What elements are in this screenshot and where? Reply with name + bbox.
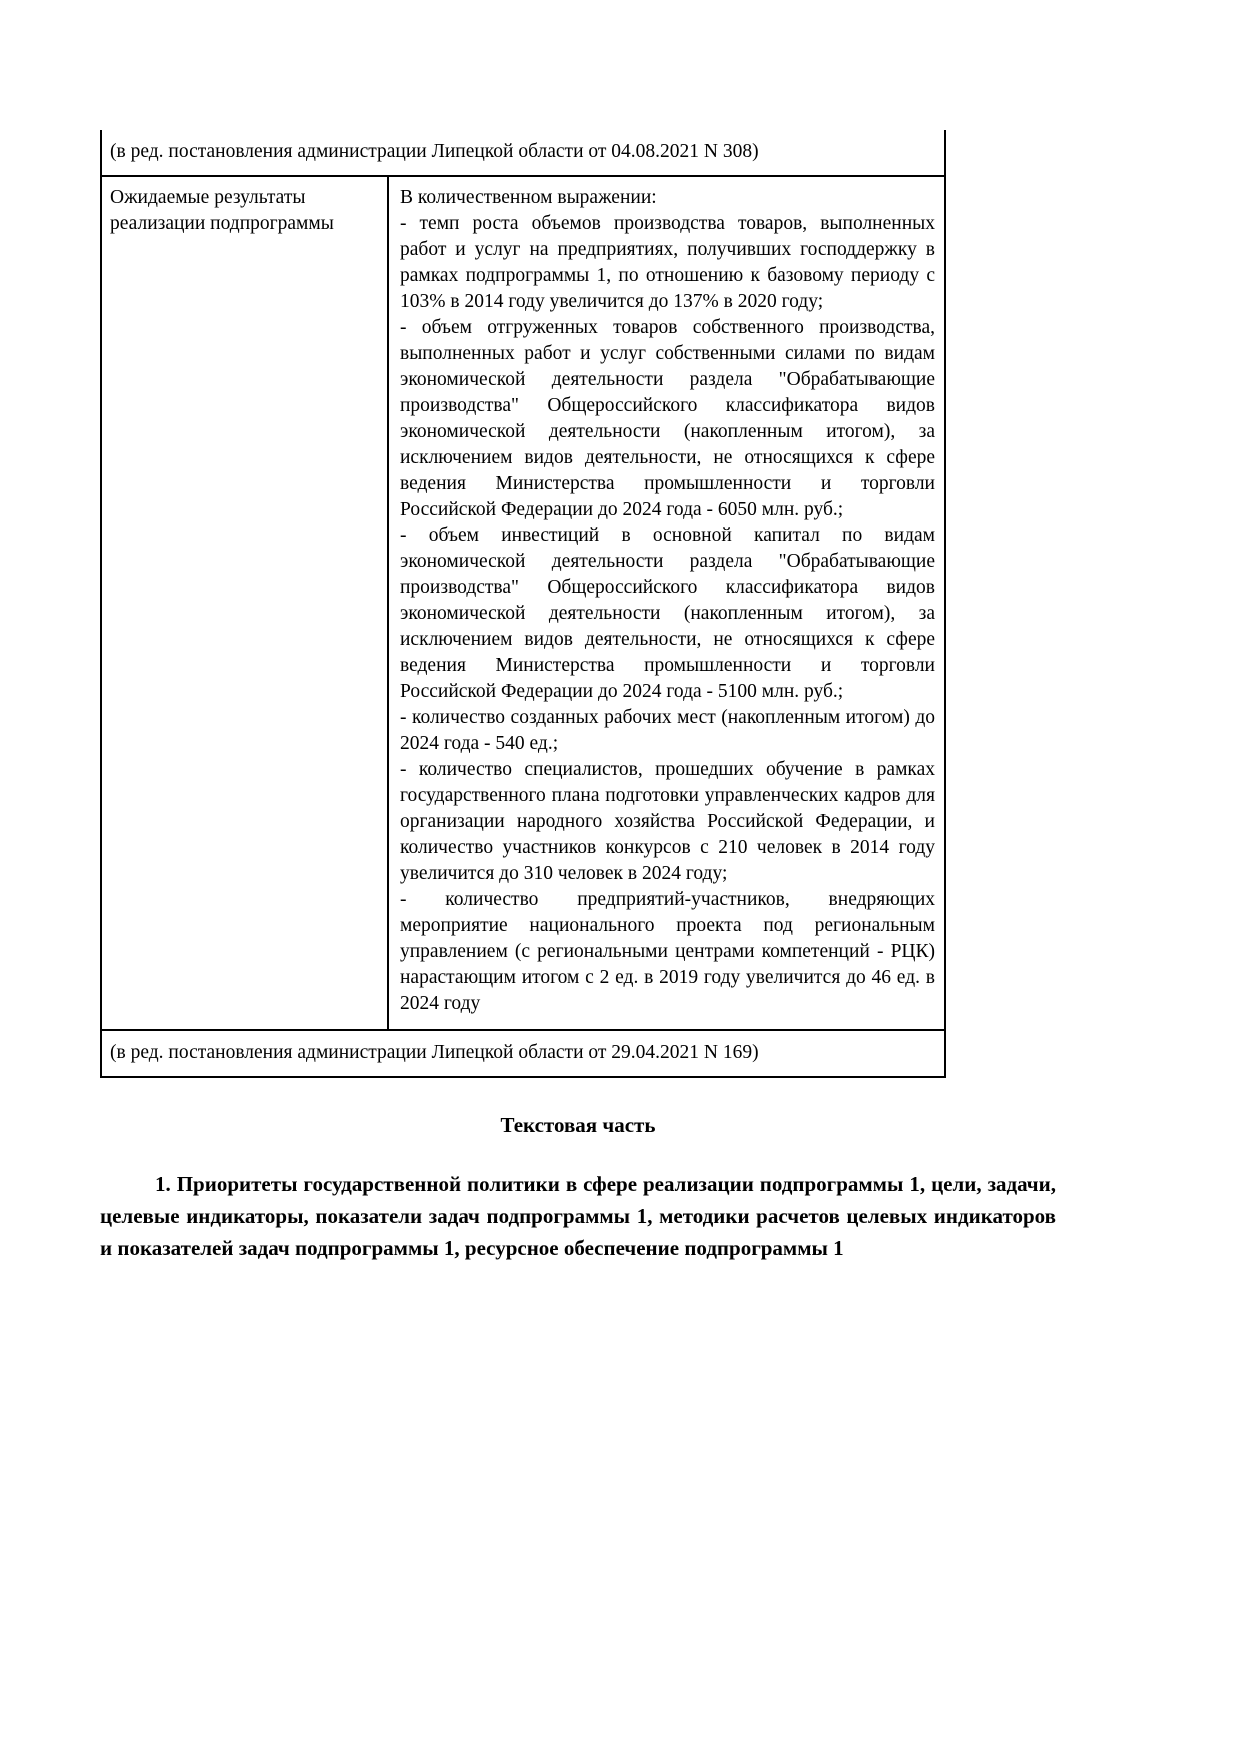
result-item-shipped-goods: - объем отгруженных товаров собственного производства, выполненных работ и услуг собственными силами по видам экономической деятельности раздела "Обрабатывающие производства" Общероссийского классификатора видов экономической деятельности (накопленным итогом), за исключением видов деятельности, не относящихся к сфере ведения Министерства промышленности и торговли Российской Федерации до 2024 года - 6050 млн. руб.;: [400, 317, 935, 520]
amendment-note-top: (в ред. постановления администрации Липецкой области от 04.08.2021 N 308): [110, 141, 759, 162]
result-item-jobs-created: - количество созданных рабочих мест (накопленным итогом) до 2024 года - 540 ед.;: [400, 707, 935, 754]
expected-results-row: [102, 177, 944, 1031]
result-item-growth-rate: - темп роста объемов производства товаров, выполненных работ и услуг на предприятиях, получивших господдержку в рамках подпрограммы 1, по отношению к базовому периоду с 103% в 2014 году увеличится до 137% в 2020 году;: [400, 213, 935, 312]
amendment-row-top: [102, 130, 944, 177]
expected-results-value-cell: [387, 177, 944, 1029]
result-item-investments: - объем инвестиций в основной капитал по видам экономической деятельности раздела "Обрабатывающие производства" Общероссийского классификатора видов экономической деятельности (накопленным итогом), за исключением видов деятельности, не относящихся к сфере ведения Министерства промышленности и торговли Российской Федерации до 2024 года - 5100 млн. руб.;: [400, 525, 935, 702]
text-part-heading: Текстовая часть: [500, 1113, 656, 1137]
quantitative-intro: В количественном выражении:: [400, 187, 657, 208]
amendment-note-bottom: (в ред. постановления администрации Липецкой области от 29.04.2021 N 169): [110, 1042, 759, 1063]
section-1-paragraph: 1. Приоритеты государственной политики в сфере реализации подпрограммы 1, цели, задачи, целевые индикаторы, показатели задач подпрограммы 1, методики расчетов целевых индикаторов и показателей задач подпрограммы 1, ресурсное обеспечение подпрограммы 1: [100, 1172, 1056, 1260]
expected-results-label-cell: [102, 177, 387, 1029]
expected-results-label: Ожидаемые результаты реализации подпрограммы: [110, 187, 334, 234]
subprogram-passport-table: [100, 130, 946, 1078]
amendment-row-bottom: [102, 1031, 944, 1076]
result-item-specialists-trained: - количество специалистов, прошедших обучение в рамках государственного плана подготовки управленческих кадров для организации народного хозяйства Российской Федерации, и количество участников конкурсов с 210 человек в 2014 году увеличится до 310 человек в 2024 году;: [400, 759, 935, 884]
result-item-enterprises-participants: - количество предприятий-участников, внедряющих мероприятие национального проекта под региональным управлением (с региональными центрами компетенций - РЦК) нарастающим итогом с 2 ед. в 2019 году увеличится до 46 ед. в 2024 году: [400, 889, 935, 1014]
